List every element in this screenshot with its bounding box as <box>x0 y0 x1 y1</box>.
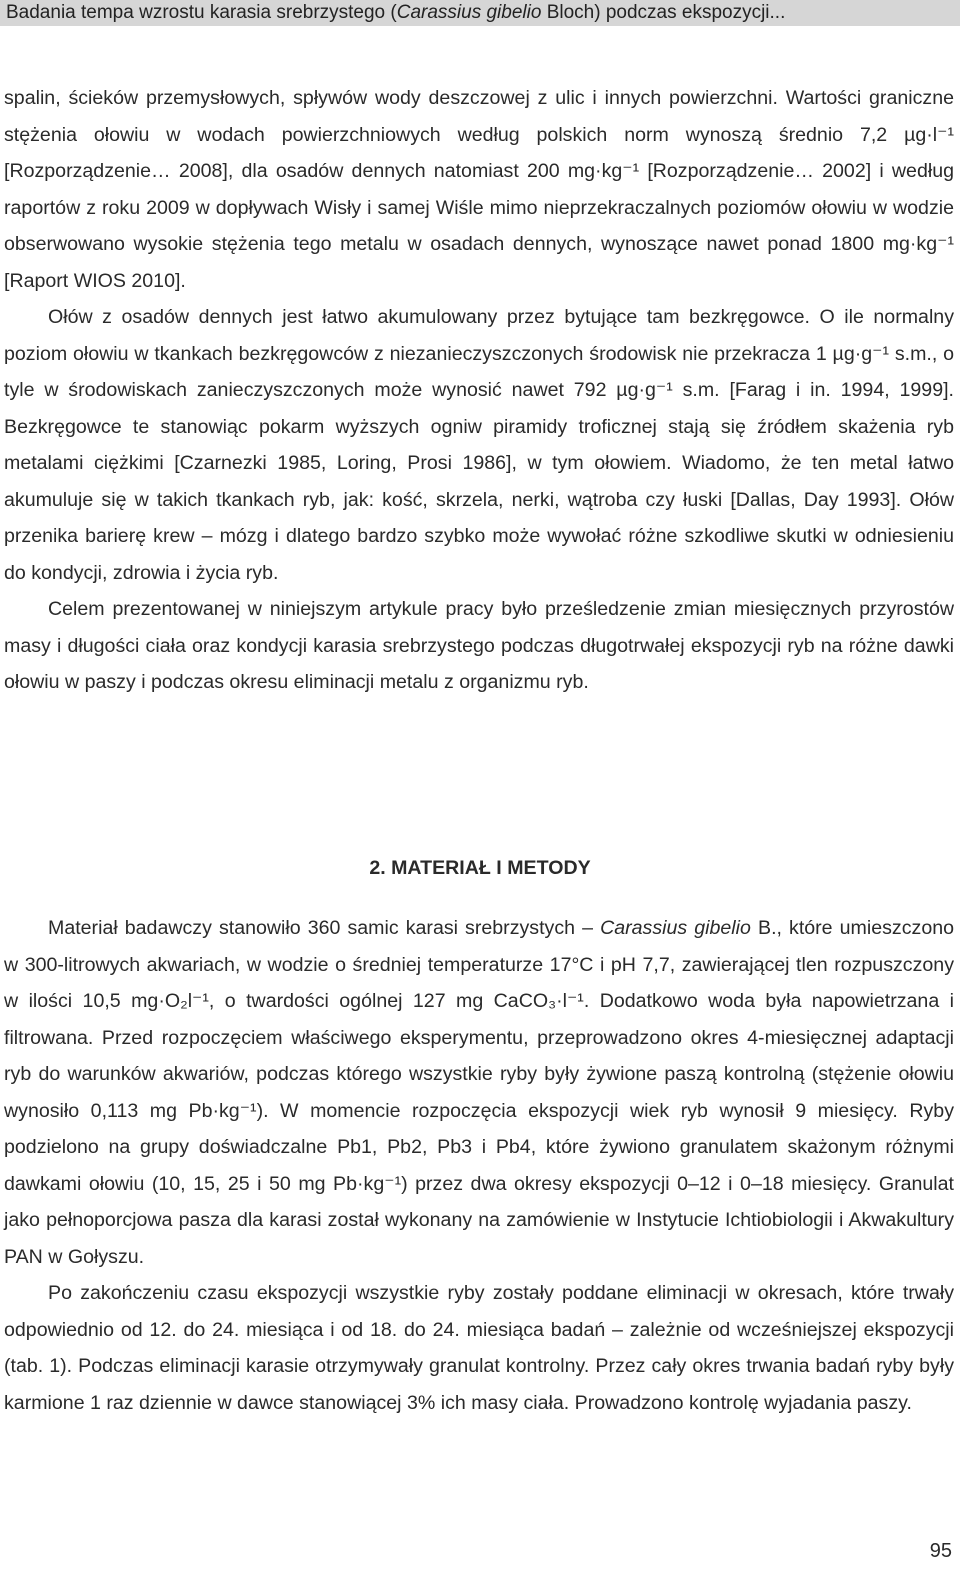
body-text-methods <box>4 910 954 1421</box>
running-head-italic: Carassius gibelio <box>396 2 542 23</box>
running-head-bar <box>0 0 960 26</box>
paragraph-elimination: Po zakończeniu czasu ekspozycji wszystkie ryby zostały poddane eliminacji w okresach, które trwały odpowiednio od 12. do 24. miesiąca i od 18. do 24. miesiąca badań – zależnie od wcześniejszej ekspozycji (tab. 1). Podczas eliminacji karasie otrzymywały granulat kontrolny. Przez cały okres trwania badań ryby były karmione 1 raz dziennie w dawce stanowiącej 3% ich masy ciała. Prowadzono kontrolę wyjadania paszy. <box>4 1282 954 1414</box>
page-number: 95 <box>929 1540 952 1562</box>
running-head <box>6 1 785 25</box>
paragraph-aim: Celem prezentowanej w niniejszym artykule pracy było prześledzenie zmian miesięcznych przyrostów masy i długości ciała oraz kondycji karasia srebrzystego podczas długotrwałej ekspozycji ryb na różne dawki ołowiu w paszy i podczas okresu eliminacji metalu z organizmu ryb. <box>4 598 954 693</box>
body-text-intro <box>4 80 954 701</box>
paragraph-pollution: spalin, ścieków przemysłowych, spływów wody deszczowej z ulic i innych powierzchni. Wartości graniczne stężenia ołowiu w wodach powierzchniowych według polskich norm wynoszą średnio 7,2 µg·l⁻¹ [Rozporządzenie… 2008], dla osadów dennych natomiast 200 mg·kg⁻¹ [Rozporządzenie… 2002] i według raportów z roku 2009 w dopływach Wisły i samej Wiśle mimo nieprzekraczalnych poziomów ołowiu w wodzie obserwowano wysokie stężenia tego metalu w osadach dennych, wynoszące nawet ponad 1800 mg·kg⁻¹ [Raport WIOS 2010]. <box>4 87 954 292</box>
running-head-prefix: Badania tempa wzrostu karasia srebrzystego ( <box>6 2 397 23</box>
running-head-suffix: Bloch) podczas ekspozycji... <box>541 2 786 23</box>
species-name: Carassius gibelio <box>600 917 751 939</box>
paragraph-material-start: Materiał badawczy stanowiło 360 samic karasi srebrzystych – <box>48 917 601 939</box>
paragraph-material-rest: B., które umieszczono w 300-litrowych akwariach, w wodzie o średniej temperaturze 17°C i pH 7,7, zawierającej tlen rozpuszczony w ilości 10,5 mg·O₂l⁻¹, o twardości ogólnej 127 mg CaCO₃·l⁻¹. Dodatkowo woda była napowietrzana i filtrowana. Przed rozpoczęciem właściwego eksperymentu, przeprowadzono okres 4-miesięcznej adaptacji ryb do warunków akwariów, podczas którego wszystkie ryby były żywione paszą kontrolną (stężenie ołowiu wynosiło 0,113 mg Pb·kg⁻¹). W momencie rozpoczęcia ekspozycji wiek ryb wynosił 9 miesięcy. Ryby podzielono na grupy doświadczalne Pb1, Pb2, Pb3 i Pb4, które żywiono granulatem skażonym różnymi dawkami ołowiu (10, 15, 25 i 50 mg Pb·kg⁻¹) przez dwa okresy ekspozycji 0–12 i 0–18 miesięcy. Granulat jako pełnoporcjowa pasza dla karasi został wykonany na zamówienie w Instytucie Ichtiobiologii i Akwakultury PAN w Gołyszu. <box>4 917 955 1268</box>
section-title: 2. MATERIAŁ I METODY <box>369 857 591 879</box>
paragraph-invertebrates: Ołów z osadów dennych jest łatwo akumulowany przez bytujące tam bezkręgowce. O ile normalny poziom ołowiu w tkankach bezkręgowców z niezanieczyszczonych środowisk nie przekracza 1 µg·g⁻¹ s.m., o tyle w środowiskach zanieczyszczonych może wynosić nawet 792 µg·g⁻¹ s.m. [Farag i in. 1994, 1999]. Bezkręgowce te stanowiąc pokarm wyższych ogniw piramidy troficznej stają się źródłem skażenia ryb metalami ciężkimi [Czarnezki 1985, Loring, Prosi 1986], w tym ołowiem. Wiadomo, że ten metal łatwo akumuluje się w takich tkankach ryb, jak: kość, skrzela, nerki, wątroba czy łuski [Dallas, Day 1993]. Ołów przenika barierę krew – mózg i dlatego bardzo szybko może wywołać różne szkodliwe skutki w odniesieniu do kondycji, zdrowia i życia ryb. <box>4 306 954 584</box>
paragraph-material <box>4 910 954 1275</box>
